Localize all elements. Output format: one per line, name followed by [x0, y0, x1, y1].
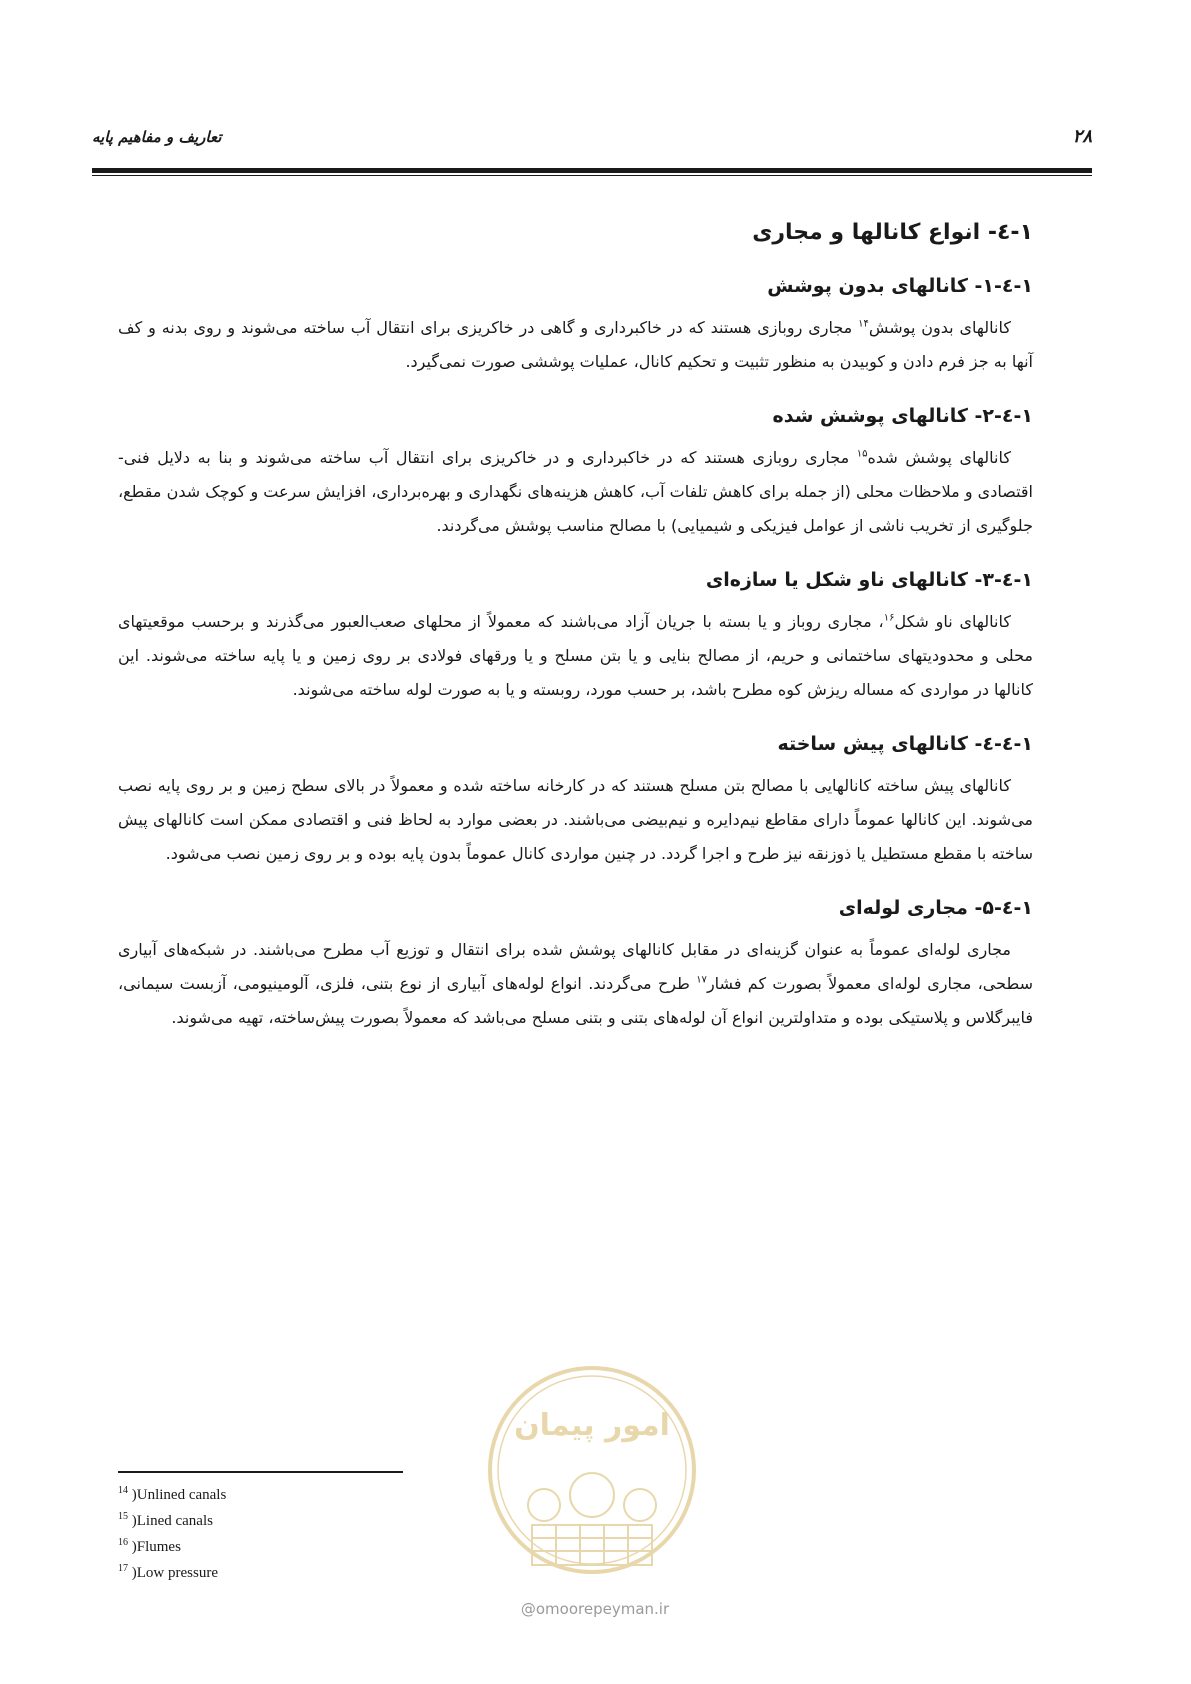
page-header [92, 128, 1092, 158]
footnote-ref[interactable]: ۱۴ [858, 318, 869, 330]
paragraph-text: مجاری روبازی هستند که در خاکبرداری و گاهی در خاکریزی برای انتقال آب ساخته می‌شوند و روی بدنه و کف آنها به جز فرم دادن و کوبیدن به منظور تثبیت و تحکیم کانال، عملیات پوششی صورت نمی‌گیرد. [118, 318, 1033, 371]
paragraph-text: کانالهای پیش ساخته کانالهایی با مصالح بتن مسلح هستند که در کارخانه ساخته شده و معمولاً در بالای سطح زمین و بر روی پایه نصب می‌شوند. این کانالها عموماً دارای مقاطع نیم‌دایره و نیم‌بیضی می‌باشند. در بعضی موارد به لحاظ فنی و اقتصادی ممکن است کانالهای پیش ساخته با مقطع مستطیل یا ذوزنقه نیز طرح و اجرا گردد. در چنین مواردی کانال عموماً بدون پایه بوده و بر روی زمین نصب می‌شود. [118, 776, 1033, 863]
footnote-item [118, 1558, 518, 1584]
footnote-ref[interactable]: ۱۶ [883, 612, 895, 624]
subsection-heading: ۱-٤-۱- کانالهای بدون پوشش [767, 275, 1033, 297]
paragraph-text: مجاری لوله‌ای عموماً به عنوان گزینه‌ای در مقابل کانالهای پوشش شده برای انتقال و توزیع آب مطرح می‌باشند. در شبکه‌های آبیاری سطحی، مجاری لوله‌ای معمولاً بصورت کم فشار [118, 940, 1033, 993]
footnote-item [118, 1480, 518, 1506]
subsection-heading: ۱-٤-۳- کانالهای ناو شکل یا سازه‌ای [705, 569, 1033, 591]
header-rule-thick [92, 168, 1092, 173]
footnote-number: 14 [118, 1485, 128, 1496]
footnote-number: 16 [118, 1537, 128, 1548]
footnote-item [118, 1506, 518, 1532]
paragraph [118, 605, 1033, 707]
svg-text:امور پیمان: امور پیمان [514, 1408, 670, 1443]
footnotes [118, 1480, 518, 1584]
section-heading: ۱-٤- انواع کانالها و مجاری [752, 220, 1033, 245]
running-title: تعاریف و مفاهیم پایه [92, 128, 222, 146]
header-rule-thin [92, 175, 1092, 176]
paragraph [118, 311, 1033, 379]
paragraph-text: کانالهای ناو شکل [894, 612, 1011, 631]
subsection-heading: ۱-٤-۲- کانالهای پوشش شده [772, 405, 1033, 427]
footnote-text: )Low pressure [131, 1565, 218, 1581]
paragraph-text: مجاری روبازی هستند که در خاکبرداری و در خاکریزی برای انتقال آب ساخته می‌شوند و بنا به دلایل فنی- اقتصادی و ملاحظات محلی (از جمله برای کاهش تلفات آب، کاهش هزینه‌های نگهداری و بهره‌برداری، افزایش سرعت و کوچک شدن مقطع، جلوگیری از تخریب ناشی از عوامل فیزیکی و شیمیایی) با مصالح مناسب پوشش می‌گردند. [118, 448, 1033, 535]
footnote-item [118, 1532, 518, 1558]
paragraph [118, 769, 1033, 871]
footnote-text: )Unlined canals [131, 1487, 227, 1503]
watermark-caption: @omoorepeyman.ir [520, 1600, 670, 1618]
footnote-ref[interactable]: ۱۷ [696, 974, 707, 986]
footnote-number: 17 [118, 1563, 128, 1574]
paragraph [118, 933, 1033, 1035]
paragraph-text: طرح می‌گردند. انواع لوله‌های آبیاری از نوع بتنی، فلزی، آلومینیومی، آزبست سیمانی، فایبرگلاس و پلاستیکی بوده و متداولترین انواع آن لوله‌های بتنی و بتنی مسلح می‌باشد که معمولاً بصورت پیش‌ساخته، تهیه می‌شوند. [118, 974, 1033, 1027]
subsection-heading: ۱-٤-۵- مجاری لوله‌ای [838, 897, 1033, 919]
paragraph-text: ، مجاری روباز و یا بسته با جریان آزاد می‌باشند که معمولاً از محلهای صعب‌العبور می‌گذرند و برحسب موقعیتهای محلی و محدودیتهای ساختمانی و حریم، از مصالح بنایی و یا بتن مسلح و یا ورقهای فولادی بر روی زمین و یا پایه ساخته می‌شوند. این کانالها در مواردی که مساله ریزش کوه مطرح باشد، بر حسب مورد، روبسته و یا به صورت لوله ساخته می‌شوند. [118, 612, 1033, 699]
paragraph-text: کانالهای بدون پوشش [868, 318, 1011, 337]
footnote-ref[interactable]: ۱۵ [856, 448, 868, 460]
footnote-text: )Flumes [131, 1539, 181, 1555]
main-content [118, 185, 1033, 1039]
paragraph [118, 441, 1033, 543]
page-number: ۲۸ [1072, 126, 1092, 147]
footnote-number: 15 [118, 1511, 128, 1522]
subsection-heading: ۱-٤-٤- کانالهای پیش ساخته [777, 733, 1033, 755]
footnote-rule [118, 1471, 403, 1473]
paragraph-text: کانالهای پوشش شده [867, 448, 1011, 467]
footnote-text: )Lined canals [131, 1513, 213, 1529]
